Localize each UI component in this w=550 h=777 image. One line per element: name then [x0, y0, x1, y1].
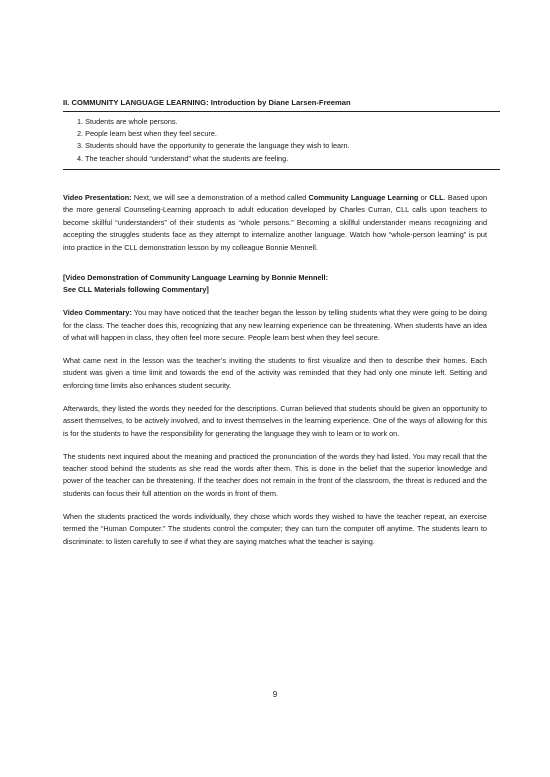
principle-item: 3. Students should have the opportunity to generate the language they wish to learn.	[77, 141, 350, 151]
video-commentary-paragraph	[63, 307, 487, 344]
principles-box	[63, 111, 500, 170]
principles-list	[77, 116, 500, 165]
body-paragraph: The students next inquired about the meaning and practiced the pronunciation of the words they had listed. You may recall that the teacher stood behind the students as she read the words after them. This is done in the belief that the superior knowledge and power of the teacher can be threatening. If the teacher does not remain in the front of the classroom, the threat is reduced and the students can focus their full attention on the words in front of them.	[63, 451, 487, 498]
body-text	[63, 192, 487, 559]
paragraph-text: or	[418, 193, 430, 202]
method-abbreviation: CLL	[429, 193, 444, 202]
video-demonstration-note	[63, 272, 487, 297]
page-number: 9	[272, 690, 278, 699]
body-paragraph: Afterwards, they listed the words they needed for the descriptions. Curran believed that students should be given an opportunity to assert themselves, to be actively involved, and to invest themselves in the learning experience. One of the ways of allowing for this is for the students to have the responsibility for generating the language they wish to learn or to work on.	[63, 403, 487, 438]
method-name: Community Language Learning	[308, 193, 419, 202]
principle-item: 2. People learn best when they feel secure.	[77, 129, 217, 139]
video-demonstration-line: [Video Demonstration of Community Language Learning by Bonnie Mennell:	[63, 273, 329, 283]
video-commentary-label: Video Commentary:	[63, 308, 132, 318]
body-paragraph: When the students practiced the words individually, they chose which words they wished to have the teacher repeat, an exercise termed the “Human Computer.” The students control the computer; they can turn the computer off anytime. The students learn to discriminate: to listen carefully to see if what they are saying matches what the teacher is saying.	[63, 511, 487, 546]
paragraph-text: . Based upon the more general Counseling-Learning approach to adult education developed by Charles Curran, CLL calls upon teachers to become skillful “understanders” of their students as “whole persons.” Becoming a skillful understander means recognizing and accepting the struggles students face as they attempt to internalize another language. Watch how “whole-person learning” is put into practice in the CLL demonstration lesson by my colleague Bonnie Mennell.	[63, 193, 488, 252]
principle-item: 4. The teacher should “understand” what the students are feeling.	[77, 153, 289, 163]
body-paragraph: What came next in the lesson was the teacher’s inviting the students to first visualize and then to describe their homes. Each student was given a time limit and towards the end of the activity was reminded that they had only one minute left. Setting and enforcing time limits also enhances student security.	[63, 356, 487, 390]
paragraph-text: You may have noticed that the teacher began the lesson by telling students what they were going to be doing for the class. The teacher does this, recognizing that any new learning experience can be threatening. When students have an idea of what will happen in class, they often feel more secure. People learn best when they feel secure.	[63, 308, 487, 343]
video-demonstration-line: See CLL Materials following Commentary]	[63, 285, 209, 295]
video-presentation-paragraph	[63, 192, 487, 254]
principle-item: 1. Students are whole persons.	[77, 117, 178, 126]
section-heading: II. COMMUNITY LANGUAGE LEARNING: Introduction by Diane Larsen-Freeman	[63, 98, 351, 107]
video-presentation-label: Video Presentation:	[63, 193, 132, 202]
paragraph-text: Next, we will see a demonstration of a method called	[131, 193, 309, 202]
